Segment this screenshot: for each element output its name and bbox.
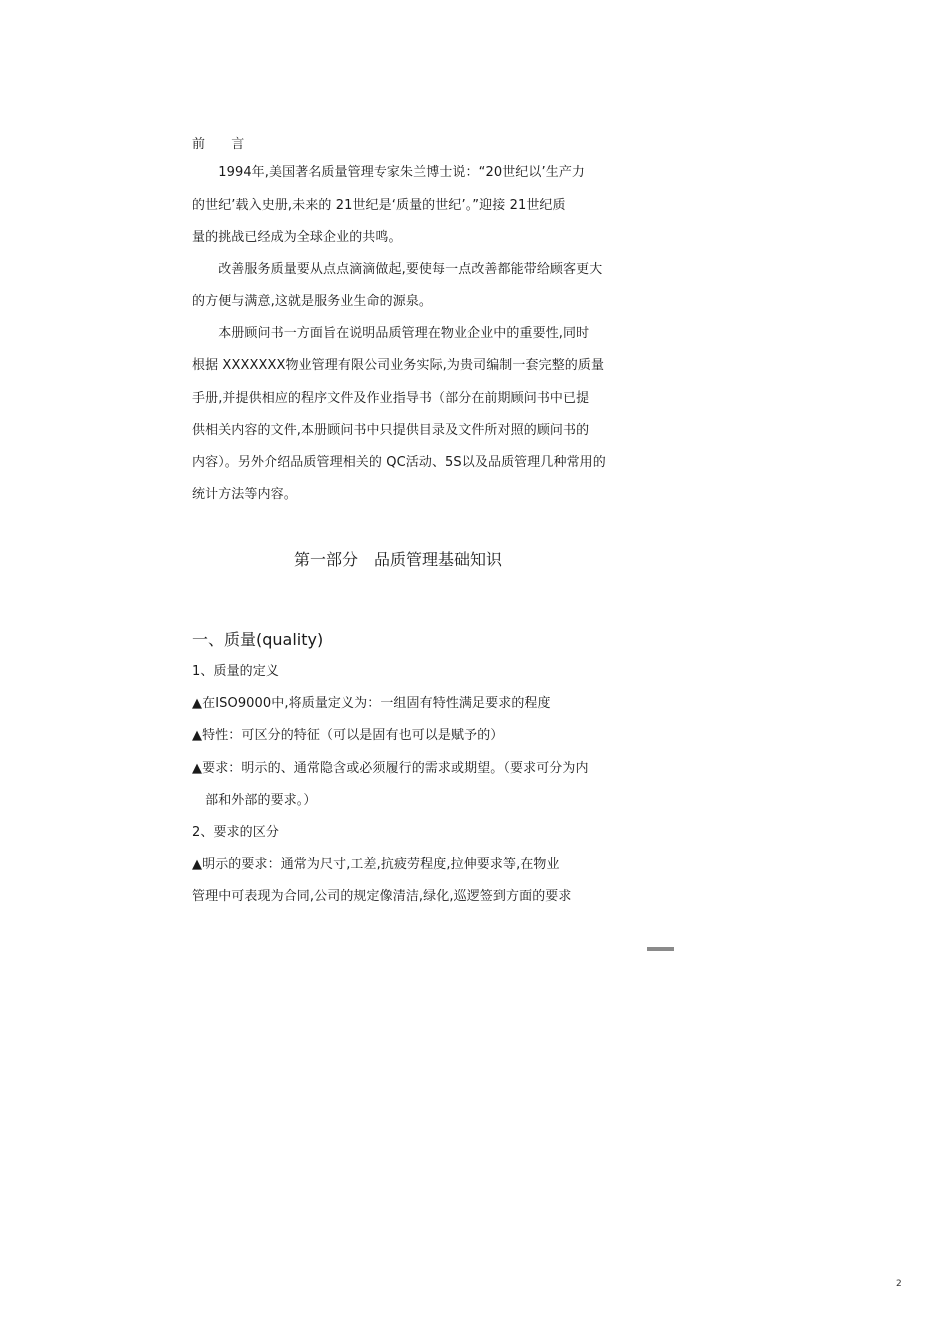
preface-title: 前 言: [192, 137, 245, 152]
quality-line: 部和外部的要求。）: [192, 793, 317, 808]
section-title: 第一部分 品质管理基础知识: [294, 550, 503, 569]
preface-line: 的方便与满意,这就是服务业生命的源泉。: [192, 294, 433, 309]
quality-line: 2、要求的区分: [192, 825, 279, 840]
quality-heading: 一、质量(quality): [192, 630, 324, 649]
quality-line: 管理中可表现为合同,公司的规定像清洁,绿化,巡逻签到方面的要求: [192, 889, 572, 904]
preface-line: 1994年,美国著名质量管理专家朱兰博士说：“20世纪以’生产力: [192, 165, 586, 180]
quality-line: 1、质量的定义: [192, 664, 279, 679]
quality-line: ▲在ISO9000中,将质量定义为：一组固有特性满足要求的程度: [192, 696, 551, 711]
page-number: 2: [896, 1279, 902, 1289]
quality-line: ▲要求：明示的、通常隐含或必须履行的需求或期望。（要求可分为内: [192, 761, 589, 776]
preface-line: 根据 XXXXXXX物业管理有限公司业务实际,为贵司编制一套完整的质量: [192, 358, 605, 373]
separator-mark: [647, 947, 674, 951]
preface-line: 量的挑战已经成为全球企业的共鸣。: [192, 230, 402, 245]
preface-line: 改善服务质量要从点点滴滴做起,要使每一点改善都能带给顾客更大: [192, 262, 603, 277]
preface-line: 手册,并提供相应的程序文件及作业指导书（部分在前期顾问书中已提: [192, 391, 590, 406]
preface-line: 内容）。另外介绍品质管理相关的 QC活动、5S以及品质管理几种常用的: [192, 455, 606, 470]
quality-line: ▲特性：可区分的特征（可以是固有也可以是赋予的）: [192, 728, 504, 743]
preface-line: 的世纪’载入史册,未来的 21世纪是‘质量的世纪’。”迎接 21世纪质: [192, 198, 566, 213]
preface-line: 供相关内容的文件,本册顾问书中只提供目录及文件所对照的顾问书的: [192, 423, 590, 438]
preface-line: 统计方法等内容。: [192, 487, 297, 502]
preface-line: 本册顾问书一方面旨在说明品质管理在物业企业中的重要性,同时: [192, 326, 590, 341]
quality-line: ▲明示的要求：通常为尺寸,工差,抗疲劳程度,拉伸要求等,在物业: [192, 857, 560, 872]
